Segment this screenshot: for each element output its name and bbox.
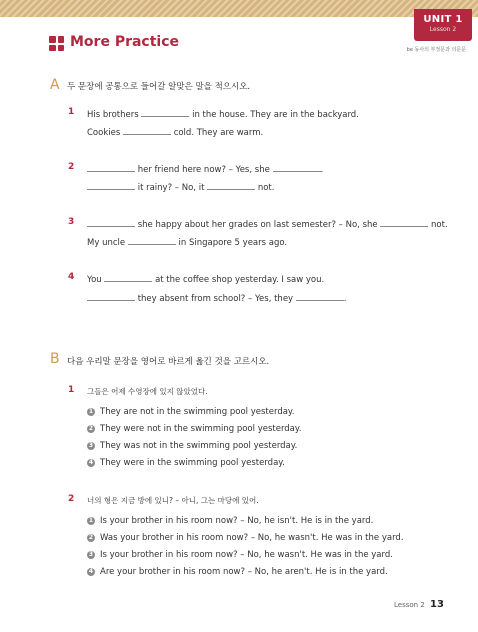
decorative-top-band — [0, 0, 478, 17]
answer-option[interactable]: 2 Was your brother in his room now? – No, he wasn't. He was in the yard. — [88, 533, 404, 543]
blank-field[interactable] — [273, 162, 321, 172]
fill-in-line: it rainy? – No, it not. — [87, 180, 274, 193]
question-number: 2 — [68, 162, 75, 172]
fill-in-line: she happy about her grades on last semester? – No, she not. — [87, 217, 448, 230]
option-number-icon: 1 — [88, 517, 94, 524]
grid-icon — [49, 36, 64, 51]
answer-option[interactable]: 3 They was not in the swimming pool yesterday. — [88, 441, 298, 451]
option-number-icon: 3 — [88, 551, 94, 558]
fill-in-line: they absent from school? – Yes, they . — [87, 291, 346, 304]
answer-option[interactable]: 3 Is your brother in his room now? – No, he wasn't. He was in the yard. — [88, 550, 393, 560]
question-number: 1 — [68, 385, 75, 395]
unit-subtitle: be 동사의 부정문과 의문문 — [406, 47, 466, 53]
section-b-instruction: 다음 우리말 문장을 영어로 바르게 옮긴 것을 고르시오. — [67, 357, 270, 367]
blank-field[interactable] — [87, 291, 135, 301]
fill-in-line: His brothers in the house. They are in the backyard. — [87, 107, 359, 120]
answer-option[interactable]: 4 They were in the swimming pool yesterday. — [88, 458, 285, 468]
footer-lesson: Lesson 2 — [394, 601, 425, 609]
question-number: 3 — [68, 217, 75, 227]
section-b-letter: B — [50, 351, 60, 367]
question-number: 4 — [68, 272, 75, 282]
answer-option[interactable]: 1 They are not in the swimming pool yesterday. — [88, 407, 295, 417]
blank-field[interactable] — [380, 217, 428, 227]
page-title: More Practice — [70, 34, 180, 50]
option-number-icon: 2 — [88, 534, 94, 541]
blank-field[interactable] — [87, 217, 135, 227]
question-number: 2 — [68, 494, 75, 504]
answer-option[interactable]: 1 Is your brother in his room now? – No, he isn't. He is in the yard. — [88, 516, 374, 526]
fill-in-line: My uncle in Singapore 5 years ago. — [87, 235, 287, 248]
blank-field[interactable] — [296, 291, 344, 301]
fill-in-line: You at the coffee shop yesterday. I saw you. — [87, 272, 324, 285]
question-number: 1 — [68, 107, 75, 117]
blank-field[interactable] — [141, 107, 189, 117]
option-number-icon: 1 — [88, 408, 94, 415]
unit-lesson: Lesson 2 — [429, 26, 457, 33]
answer-option[interactable]: 4 Are your brother in his room now? – No, he aren't. He is in the yard. — [88, 567, 388, 577]
blank-field[interactable] — [128, 235, 176, 245]
unit-title: UNIT 1 — [423, 14, 463, 25]
blank-field[interactable] — [104, 272, 152, 282]
korean-sentence: 그들은 어제 수영장에 있지 않았었다. — [87, 387, 208, 396]
answer-option[interactable]: 2 They were not in the swimming pool yesterday. — [88, 424, 302, 434]
option-number-icon: 2 — [88, 425, 94, 432]
option-number-icon: 4 — [88, 459, 94, 466]
blank-field[interactable] — [87, 180, 135, 190]
korean-sentence: 너의 형은 지금 방에 있니? – 아니, 그는 마당에 있어. — [87, 496, 259, 505]
blank-field[interactable] — [123, 125, 171, 135]
blank-field[interactable] — [207, 180, 255, 190]
blank-field[interactable] — [87, 162, 135, 172]
unit-tab — [414, 9, 472, 41]
fill-in-line: her friend here now? – Yes, she . — [87, 162, 323, 175]
section-a-instruction: 두 문장에 공통으로 들어갈 알맞은 말을 적으시오. — [67, 82, 251, 92]
page-number: 13 — [430, 599, 444, 610]
fill-in-line: Cookies cold. They are warm. — [87, 125, 263, 138]
option-number-icon: 4 — [88, 568, 94, 575]
option-number-icon: 3 — [88, 442, 94, 449]
section-a-letter: A — [50, 77, 60, 93]
